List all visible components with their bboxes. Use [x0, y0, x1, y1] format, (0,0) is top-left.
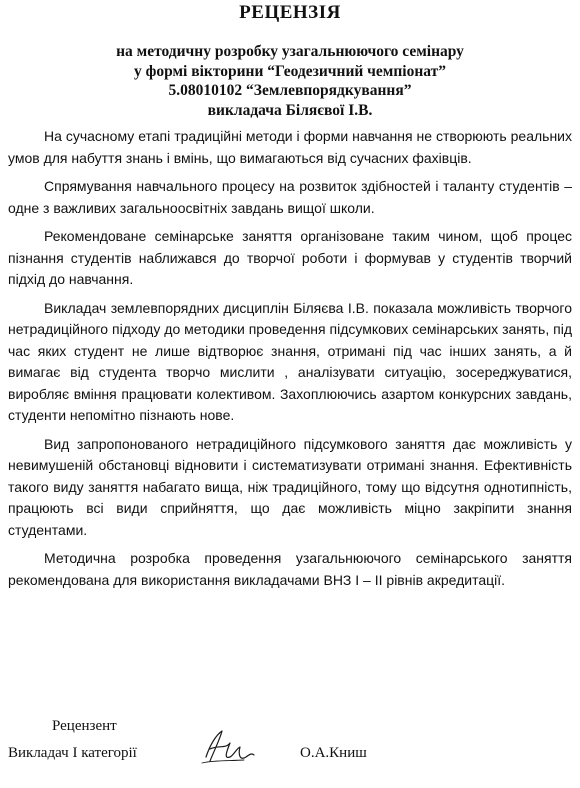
document-title: РЕЦЕНЗІЯ — [239, 2, 341, 23]
reviewer-label: Рецензент — [52, 718, 117, 734]
paragraph-4: Викладач землевпорядних дисциплін Біляєва І.В. показала можливість творчого нетрадиційного підходу до методики проведення підсумкових семінарських занять, під час яких студент не лише відтворює знання, отримані під час інших занять, а й вимагає від студента творчо мислити , аналізувати ситуацію, зосереджуватися, виробляє вміння працювати колективом. Захоплюючись азартом конкурсних завдань, студенти непомітно пізнають нове. — [8, 299, 572, 423]
reviewer-position: Викладач І категорії — [8, 745, 137, 761]
paragraph-3: Рекомендоване семінарське заняття організоване таким чином, щоб процес пізнання студентів наближався до творчої роботи і формував у студентів творчий підхід до навчання. — [8, 228, 572, 287]
reviewer-name: О.А.Книш — [300, 745, 367, 761]
handwritten-signature — [196, 727, 256, 767]
subtitle-line-2: у формі вікторини “Геодезичний чемпіонат” — [134, 62, 446, 80]
subtitle-line-1: на методичну розробку узагальнюючого семінару — [116, 43, 464, 60]
review-body — [8, 126, 572, 598]
paragraph-1: На сучасному етапі традиційні методи і форми навчання не створюють реальних умов для набуття знань і вмінь, що вимагаються від сучасних фахівців. — [8, 128, 572, 166]
document-subtitle — [0, 42, 580, 120]
subtitle-line-4: викладача Біляєвої І.В. — [207, 101, 373, 119]
paragraph-2: Спрямування навчального процесу на розвиток здібностей і таланту студентів – одне з важливих загальноосвітніх завдань вищої школи. — [8, 178, 572, 216]
subtitle-line-3: 5.08010102 “Землевпорядкування” — [168, 82, 412, 99]
paragraph-6: Методична розробка проведення узагальнюючого семінарського заняття рекомендована для використання викладачами ВНЗ І – ІІ рівнів акредитації. — [8, 550, 572, 588]
paragraph-5: Вид запропонованого нетрадиційного підсумкового заняття дає можливість у невимушеній обстановці відновити і систематизувати отримані знання. Ефективність такого виду заняття набагато вища, ніж традиційного, тому що відсутня однотипність, працюють всі види сприйняття, що дає можливість міцно закріпити знання студентами. — [8, 435, 572, 538]
